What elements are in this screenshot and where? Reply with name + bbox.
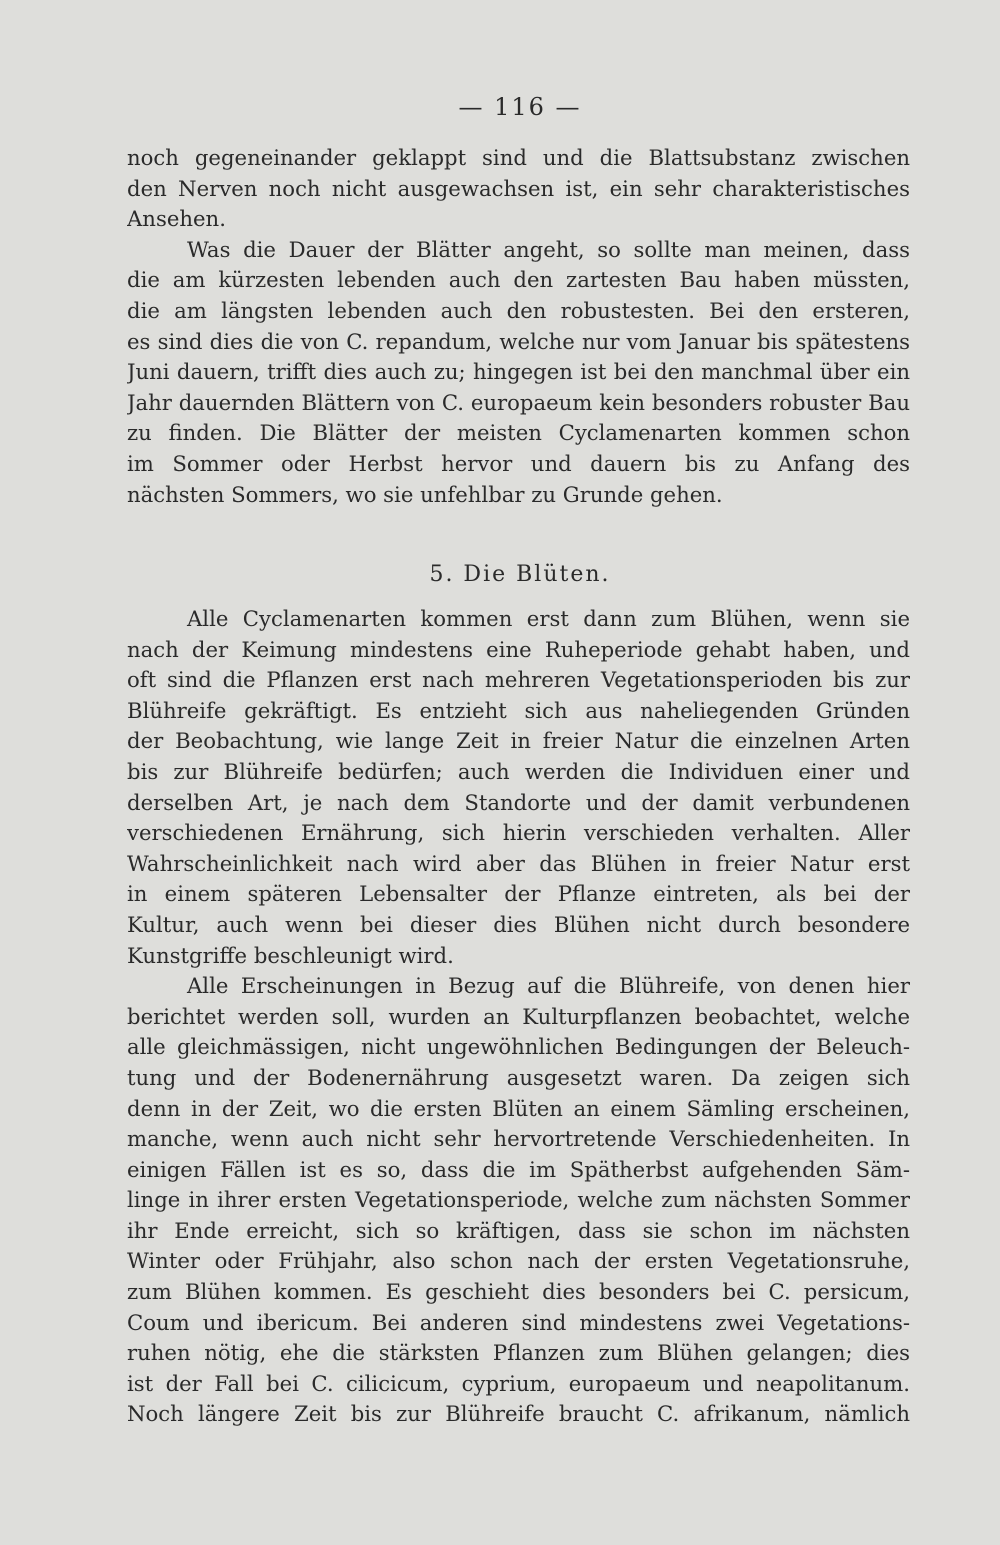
text-line: derselben Art, je nach dem Standorte und der damit verbundenen [127, 789, 910, 815]
text-line: nächsten Sommers, wo sie unfehlbar zu Grunde gehen. [127, 481, 723, 507]
text-line: ruhen nötig, ehe die stärksten Pflanzen zum Blühen gelangen; dies [127, 1340, 910, 1366]
text-line: manche, wenn auch nicht sehr hervortretende Verschiedenheiten. In [127, 1126, 910, 1152]
section-heading: 5. Die Blüten. [429, 562, 611, 587]
paragraph-block-flowers [127, 604, 910, 1430]
text-line: alle gleichmässigen, nicht ungewöhnlichen Bedingungen der Beleuch- [127, 1034, 910, 1060]
text-line: Blühreife gekräftigt. Es entzieht sich aus naheliegenden Gründen [127, 697, 910, 723]
text-line: nach der Keimung mindestens eine Ruheperiode gehabt haben, und [127, 636, 910, 662]
page-number: — 116 — [458, 93, 582, 121]
text-line: den Nerven noch nicht ausgewachsen ist, ein sehr charakteristisches [127, 175, 910, 201]
text-line: verschiedenen Ernährung, sich hierin verschieden verhalten. Aller [127, 820, 910, 846]
text-line: der Beobachtung, wie lange Zeit in freier Natur die einzelnen Arten [127, 728, 910, 754]
text-line: Coum und ibericum. Bei anderen sind mindestens zwei Vegetations- [127, 1309, 910, 1335]
text-line: ihr Ende erreicht, sich so kräftigen, dass sie schon im nächsten [127, 1217, 910, 1243]
text-line: in einem späteren Lebensalter der Pflanze eintreten, als bei der [127, 881, 910, 907]
text-line: Juni dauern, trifft dies auch zu; hingegen ist bei den manchmal über ein [127, 359, 910, 385]
text-line: die am längsten lebenden auch den robustesten. Bei den ersteren, [127, 297, 910, 323]
text-line: es sind dies die von C. repandum, welche nur vom Januar bis spätestens [127, 328, 910, 354]
text-line: Winter oder Frühjahr, also schon nach der ersten Vegetationsruhe, [127, 1248, 910, 1274]
text-line: die am kürzesten lebenden auch den zartesten Bau haben müssten, [127, 267, 910, 293]
text-line: Alle Erscheinungen in Bezug auf die Blühreife, von denen hier [187, 973, 910, 999]
text-line: denn in der Zeit, wo die ersten Blüten an einem Sämling erscheinen, [127, 1095, 910, 1121]
text-line: zum Blühen kommen. Es geschieht dies besonders bei C. persicum, [127, 1279, 910, 1305]
text-line: im Sommer oder Herbst hervor und dauern bis zu Anfang des [127, 450, 910, 476]
text-line: Ansehen. [127, 206, 226, 232]
text-line: Jahr dauernden Blättern von C. europaeum kein besonders robuster Bau [127, 389, 910, 415]
text-line: einigen Fällen ist es so, dass die im Spätherbst aufgehenden Säm- [127, 1156, 910, 1182]
text-line: Alle Cyclamenarten kommen erst dann zum Blühen, wenn sie [187, 606, 910, 631]
text-line: noch gegeneinander geklappt sind und die Blattsubstanz zwischen [127, 145, 910, 170]
text-line: zu finden. Die Blätter der meisten Cyclamenarten kommen schon [127, 420, 910, 446]
text-line: Kunstgriffe beschleunigt wird. [127, 942, 454, 968]
paragraph-block-leaf-duration [127, 143, 910, 510]
text-line: Kultur, auch wenn bei dieser dies Blühen nicht durch besondere [127, 911, 910, 937]
text-line: oft sind die Pflanzen erst nach mehreren Vegetationsperioden bis zur [127, 667, 910, 693]
text-line: Was die Dauer der Blätter angeht, so sollte man meinen, dass [187, 236, 910, 262]
text-line: ist der Fall bei C. cilicicum, cyprium, europaeum und neapolitanum. [127, 1370, 910, 1396]
text-line: linge in ihrer ersten Vegetationsperiode, welche zum nächsten Sommer [127, 1187, 910, 1213]
text-line: Noch längere Zeit bis zur Blühreife braucht C. afrikanum, nämlich [127, 1401, 910, 1427]
text-line: tung und der Bodenernährung ausgesetzt waren. Da zeigen sich [127, 1064, 910, 1090]
text-line: bis zur Blühreife bedürfen; auch werden die Individuen einer und [127, 758, 910, 784]
text-line: berichtet werden soll, wurden an Kulturpflanzen beobachtet, welche [127, 1003, 910, 1029]
text-line: Wahrscheinlichkeit nach wird aber das Blühen in freier Natur erst [127, 850, 910, 876]
